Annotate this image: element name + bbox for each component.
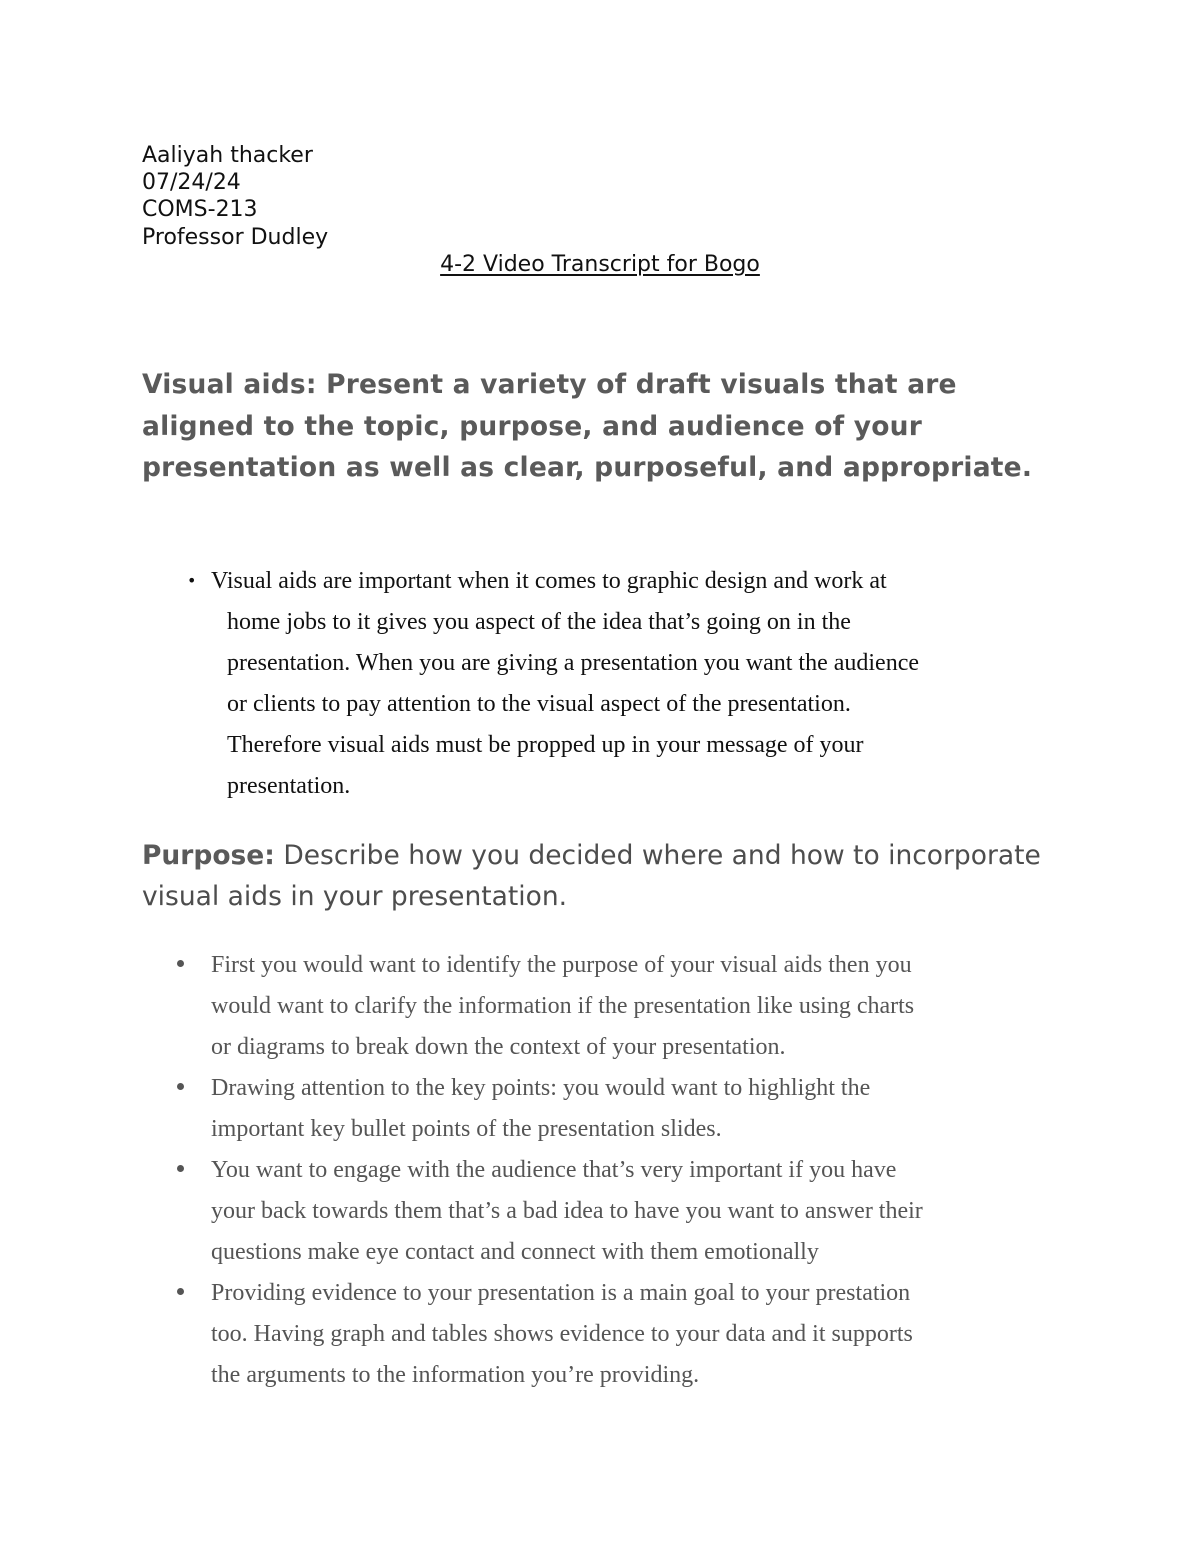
purpose-line: important key bullet points of the presentation slides. [211, 1116, 722, 1142]
purpose-line: the arguments to the information you’re providing. [211, 1362, 700, 1388]
purpose-line: would want to clarify the information if the presentation like using charts [211, 993, 915, 1019]
section1-line: Therefore visual aids must be propped up in your message of your [227, 732, 864, 758]
course-code: COMS-213 [142, 197, 258, 222]
document-title: 4-2 Video Transcript for Bogo [440, 252, 760, 277]
purpose-heading [142, 835, 1042, 917]
section1-line: Visual aids are important when it comes to graphic design and work at [211, 568, 887, 594]
purpose-line: First you would want to identify the purpose of your visual aids then you [211, 952, 912, 978]
bullet-dot-icon [177, 1165, 184, 1172]
purpose-line: or diagrams to break down the context of your presentation. [211, 1034, 786, 1060]
purpose-line: You want to engage with the audience that’s very important if you have [211, 1157, 897, 1183]
purpose-label: Purpose: [142, 840, 275, 871]
purpose-line: too. Having graph and tables shows evidence to your data and it supports [211, 1321, 913, 1347]
date: 07/24/24 [142, 170, 241, 195]
purpose-line: Drawing attention to the key points: you would want to highlight the [211, 1075, 871, 1101]
purpose-text: Describe how you decided where and how to incorporate visual aids in your presentation. [142, 840, 1041, 912]
purpose-line: Providing evidence to your presentation is a main goal to your prestation [211, 1280, 911, 1306]
author-name: Aaliyah thacker [142, 143, 313, 168]
bullet-dot-icon [177, 960, 184, 967]
bullet-dot-icon: • [187, 571, 197, 590]
bullet-dot-icon [177, 1288, 184, 1295]
purpose-line: questions make eye contact and connect with them emotionally [211, 1239, 819, 1265]
professor-name: Professor Dudley [142, 225, 329, 250]
section1-line: presentation. When you are giving a presentation you want the audience [227, 650, 919, 676]
section1-line: presentation. [227, 773, 351, 799]
visual-aids-heading: Visual aids: Present a variety of draft visuals that are aligned to the topic, purpose, and audience of your presentation as well as clear, purposeful, and appropriate. [142, 369, 1033, 483]
section1-line: or clients to pay attention to the visual aspect of the presentation. [227, 691, 851, 717]
bullet-dot-icon [177, 1083, 184, 1090]
purpose-line: your back towards them that’s a bad idea to have you want to answer their [211, 1198, 923, 1224]
section1-line: home jobs to it gives you aspect of the idea that’s going on in the [227, 609, 851, 635]
